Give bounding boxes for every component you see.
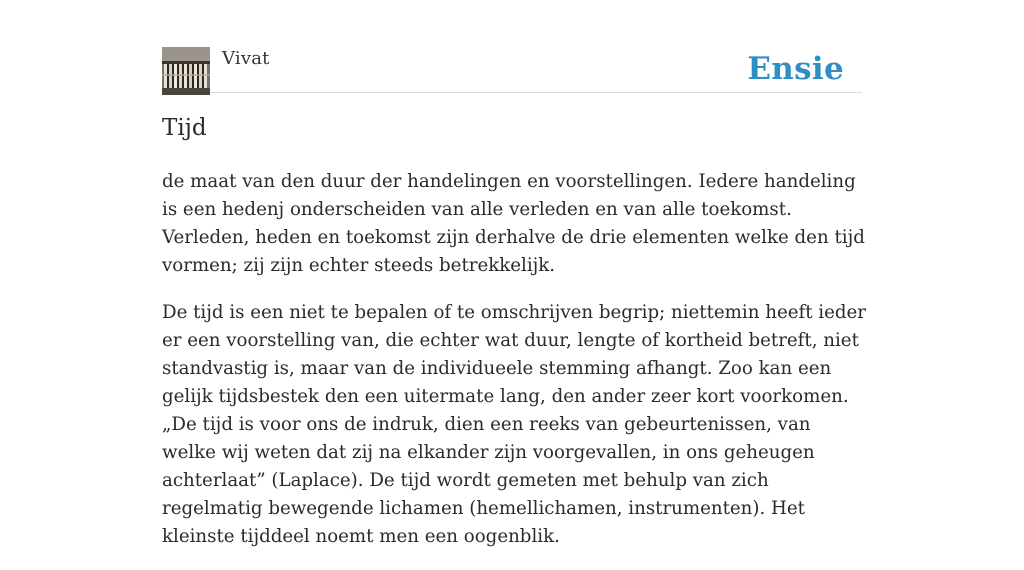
- entry-body: [162, 168, 866, 570]
- book-spines-avatar-icon: [162, 47, 210, 95]
- author-name[interactable]: Vivat: [222, 48, 270, 69]
- ensie-logo[interactable]: Ensie: [747, 51, 844, 87]
- entry-header: [162, 44, 862, 93]
- entry-title: Tijd: [162, 115, 207, 141]
- author-avatar[interactable]: [162, 47, 210, 95]
- entry-paragraph: De tijd is een niet te bepalen of te omschrijven begrip; niettemin heeft ieder er een voorstelling van, die echter wat duur, lengte of kortheid betreft, niet standvastig is, maar van de individueele stemming afhangt. Zoo kan een gelijk tijdsbestek den een uitermate lang, den ander zeer kort voorkomen. „De tijd is voor ons de indruk, dien een reeks van gebeurtenissen, van welke wij weten dat zij na elkander zijn voorgevallen, in ons geheugen achterlaat” (Laplace). De tijd wordt gemeten met behulp van zich regelmatig bewegende lichamen (hemellichamen, instrumenten). Het kleinste tijddeel noemt men een oogenblik.: [162, 302, 866, 547]
- entry-paragraph: de maat van den duur der handelingen en voorstellingen. Iedere handeling is een hedenj onderscheiden van alle verleden en van alle toekomst. Verleden, heden en toekomst zijn derhalve de drie elementen welke den tijd vormen; zij zijn echter steeds betrekkelijk.: [162, 171, 865, 276]
